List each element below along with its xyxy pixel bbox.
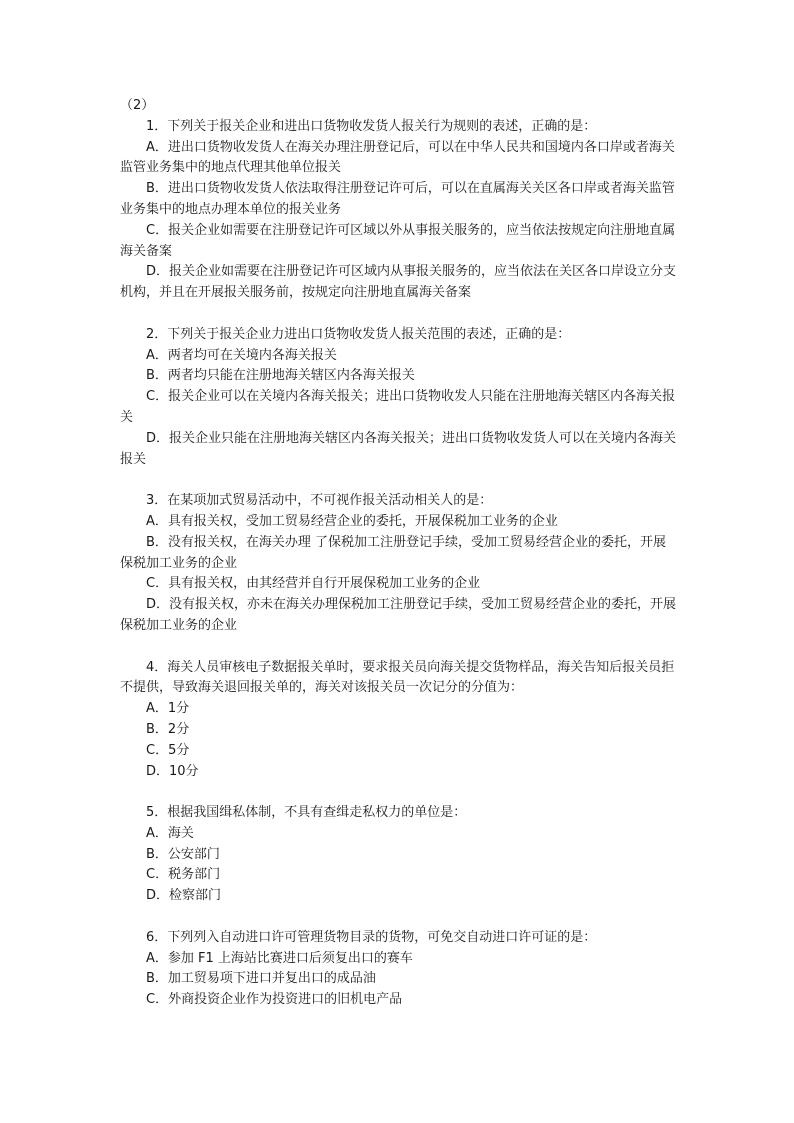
option-a: A．具有报关权，受加工贸易经营企业的委托，开展保税加工业务的企业	[146, 513, 558, 529]
question-stem: 6．下列列入自动进口许可管理货物目录的货物，可免交自动进口许可证的是：	[146, 929, 597, 945]
question-stem: 1．下列关于报关企业和进出口货物收发货人报关行为规则的表述，正确的是：	[146, 118, 597, 134]
option-a: A．1分	[146, 701, 190, 717]
question-stem: 2．下列关于报关企业力进出口货物收发货人报关范围的表述，正确的是：	[146, 326, 571, 342]
option-c: C．具有报关权，由其经营并自行开展保税加工业务的企业	[146, 576, 481, 592]
option-c: C．报关企业如需要在注册登记许可区域以外从事报关服务的，应当依法按规定向注册地直属海关备案	[120, 222, 676, 259]
option-a: A．两者均可在关境内各海关报关	[146, 347, 337, 363]
option-b: B．公安部门	[146, 846, 220, 862]
question-4	[120, 658, 676, 783]
section-header: （2）	[120, 98, 155, 113]
option-b: B．两者均只能在注册地海关辖区内各海关报关	[146, 368, 415, 384]
option-a: A．海关	[146, 825, 194, 841]
option-d: D．报关企业如需要在注册登记许可区域内从事报关服务的，应当依法在关区各口岸设立分支机构，并且在开展报关服务前，按规定向注册地直属海关备案	[120, 264, 677, 301]
option-a: A．参加 F1 上海站比赛进口后须复出口的赛车	[146, 950, 413, 966]
option-a: A．进出口货物收发货人在海关办理注册登记后，可以在中华人民共和国境内各口岸或者海关监管业务集中的地点代理其他单位报关	[120, 139, 675, 176]
option-b: B．2分	[146, 721, 190, 737]
question-5	[120, 803, 676, 907]
option-b: B．进出口货物收发货人依法取得注册登记许可后，可以在直属海关关区各口岸或者海关监管业务集中的地点办理本单位的报关业务	[120, 181, 675, 217]
option-c: C．税务部门	[146, 867, 221, 883]
option-c: C．5分	[146, 742, 190, 758]
option-c: C．外商投资企业作为投资进口的旧机电产品	[146, 992, 403, 1008]
option-d: D．报关企业只能在注册地海关辖区内各海关报关；进出口货物收发货人可以在关境内各海关报关	[120, 430, 677, 467]
question-2	[120, 325, 676, 471]
exam-content	[120, 96, 676, 1011]
question-stem: 5．根据我国缉私体制，不具有查缉走私权力的单位是：	[146, 805, 467, 821]
question-stem: 4．海关人员审核电子数据报关单时，要求报关员向海关提交货物样品，海关告知后报关员拒不提供，导致海关退回报关单的，海关对该报关员一次记分的分值为：	[120, 659, 675, 696]
option-c: C．报关企业可以在关境内各海关报关；进出口货物收发人只能在注册地海关辖区内各海关报关	[120, 389, 676, 425]
option-d: D．10分	[146, 763, 199, 779]
option-b: B．没有报关权，在海关办理 了保税加工注册登记手续，受加工贸易经营企业的委托，开展保税加工业务的企业	[120, 534, 667, 571]
option-d: D．检察部门	[146, 888, 222, 904]
question-6	[120, 928, 676, 1011]
option-b: B．加工贸易项下进口并复出口的成品油	[146, 971, 376, 987]
question-stem: 3．在某项加式贸易活动中，不可视作报关活动相关人的是：	[146, 493, 493, 509]
question-1	[120, 117, 676, 304]
option-d: D．没有报关权，亦未在海关办理保税加工注册登记手续，受加工贸易经营企业的委托，开展保税加工业务的企业	[120, 597, 677, 633]
question-3	[120, 491, 676, 637]
